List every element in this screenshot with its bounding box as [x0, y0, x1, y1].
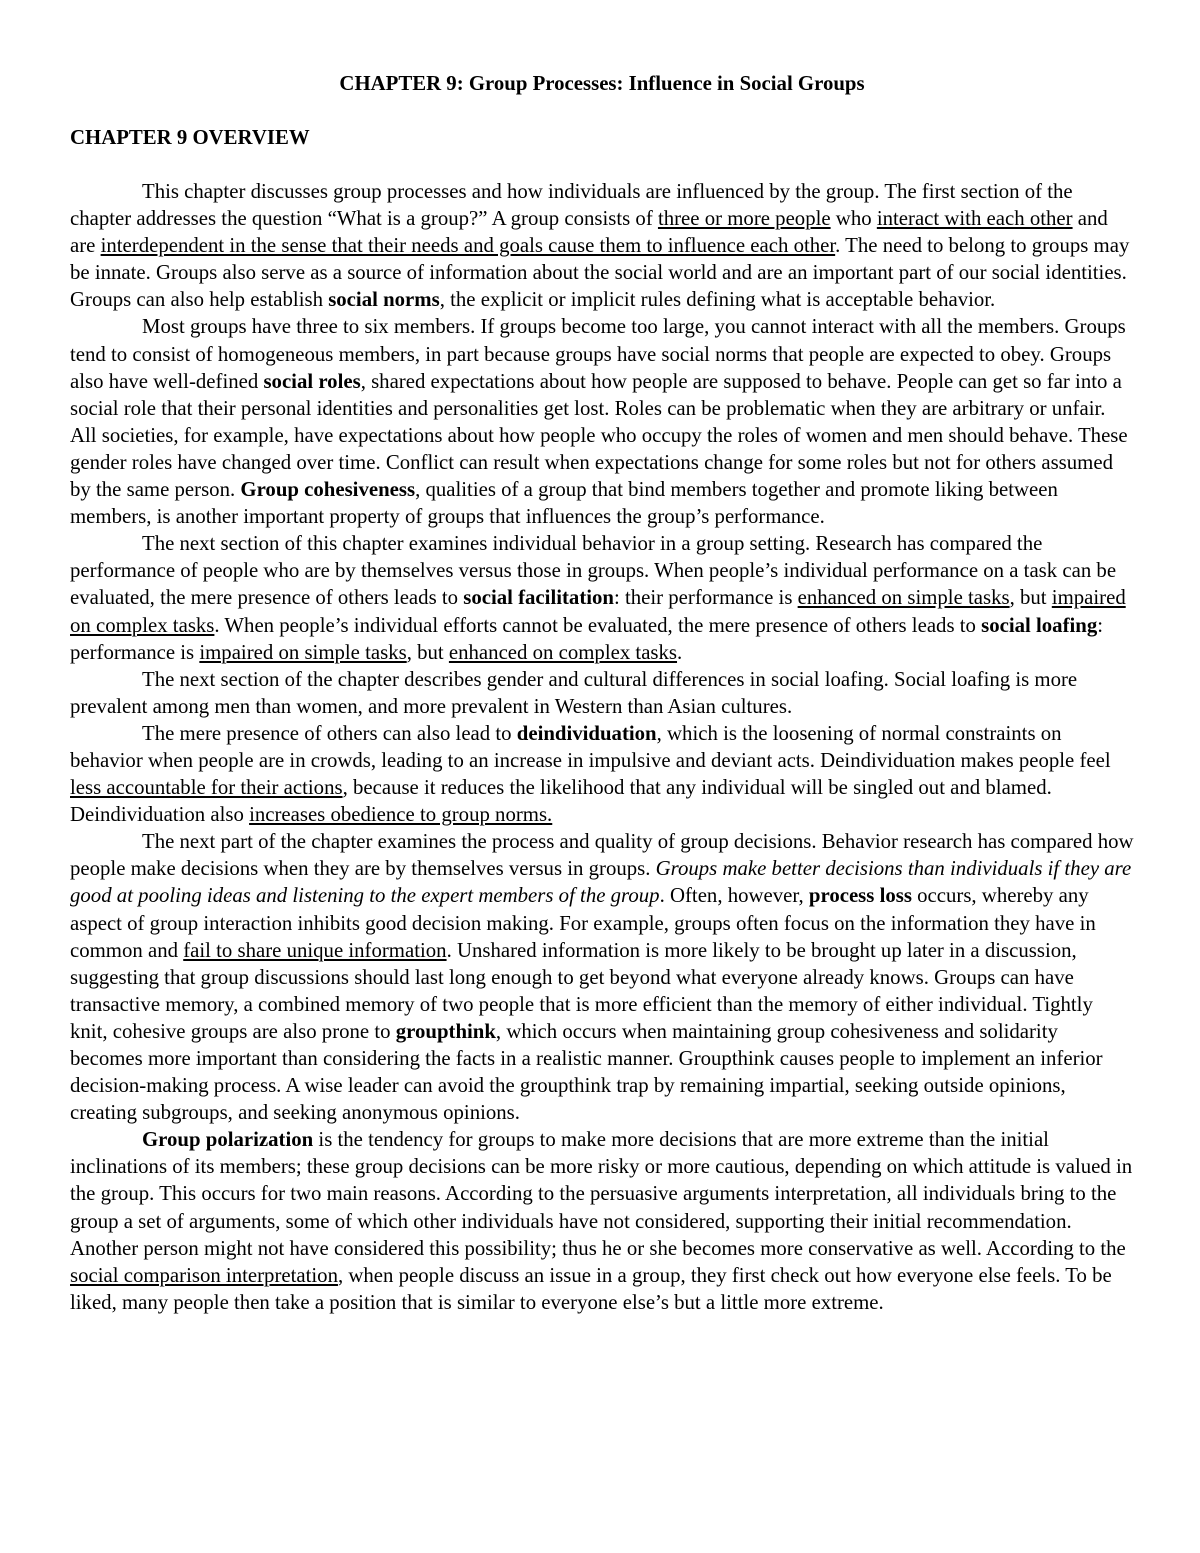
underlined-phrase: interact with each other — [876, 207, 1073, 231]
text-run: , the explicit or implicit rules defining what is acceptable behavior. — [439, 288, 996, 312]
underlined-phrase: three or more people — [657, 207, 831, 231]
underlined-phrase: less accountable for their actions — [70, 776, 343, 800]
paragraph-group-decisions — [70, 828, 1134, 1126]
underlined-phrase: social comparison interpretation — [70, 1263, 338, 1287]
text-run: : their performance is — [614, 586, 798, 610]
text-run: , which occurs when maintaining group cohesiveness and solidarity becomes more important than considering the facts in a realistic manner. Groupthink causes people to implement an inferior decision-making process. A wise leader can avoid the groupthink trap by remaining impartial, seeking outside opinions, creating subgroups, and seeking anonymous opinions. — [70, 1019, 1103, 1125]
underlined-phrase: enhanced on simple tasks — [797, 586, 1010, 610]
underlined-phrase: impaired on simple tasks — [199, 640, 407, 664]
text-run: The next section of the chapter describes gender and cultural differences in social loafing. Social loafing is more prevalent among men than women, and more prevalent in Western than Asian cultures. — [70, 667, 1078, 718]
key-term: social loafing — [981, 613, 1098, 637]
overview-heading: CHAPTER 9 OVERVIEW — [70, 126, 310, 149]
paragraph-gender-culture — [70, 666, 1134, 720]
key-term: social facilitation — [463, 586, 614, 610]
text-run: , qualities of a group that bind members together and promote liking between members, is another important property of groups that influences the group’s performance. — [70, 478, 1058, 529]
underlined-phrase: fail to share unique information — [183, 938, 447, 962]
text-run: : performance is — [70, 613, 1104, 664]
underlined-phrase: enhanced on complex tasks — [448, 640, 678, 664]
key-term: social roles — [263, 369, 361, 393]
text-run: . Unshared information is more likely to be brought up later in a discussion, suggesting that group discussions should last long enough to get beyond what everyone already knows. Groups can have transactive memory, a combined memory of two people that is more efficient than the memory of either individual. Tightly knit, cohesive groups are also prone to — [70, 938, 1093, 1043]
paragraph-deindividuation — [70, 720, 1134, 828]
key-term: groupthink — [395, 1019, 496, 1043]
key-term: deindividuation — [516, 721, 657, 745]
text-run: Most groups have three to six members. If groups become too large, you cannot interact with all the members. Groups tend to consist of homogeneous members, in part because groups have social norms that people are expected to obey. Groups also have well-defined — [70, 315, 1126, 393]
key-term: Group cohesiveness — [240, 478, 416, 502]
chapter-title: CHAPTER 9: Group Processes: Influence in Social Groups — [339, 72, 865, 95]
paragraph-social-roles — [70, 313, 1134, 530]
text-run: , shared expectations about how people are supposed to behave. People can get so far into a social role that their personal identities and personalities get lost. Roles can be problematic when they are arbitrary or unfair. All societies, for example, have expectations about how people who occupy the roles of women and men should behave. These gender roles have changed over time. Conflict can result when expectations change for some roles but not for others assumed by the same person. — [70, 369, 1128, 502]
underlined-phrase: increases obedience to group norms. — [249, 803, 553, 827]
underlined-phrase: interdependent in the sense that their needs and goals cause them to influence each other — [100, 234, 836, 258]
text-run: is the tendency for groups to make more decisions that are more extreme than the initial inclinations of its members; these group decisions can be more risky or more cautious, depending on which attitude is valued in the group. This occurs for two main reasons. According to the persuasive arguments interpretation, all individuals bring to the group a set of arguments, some of which other individuals have not considered, supporting their initial recommendation. Another person might not have considered this possibility; thus he or she becomes more conservative as well. According to the — [70, 1128, 1133, 1260]
text-run: , which is the loosening of normal constraints on behavior when people are in crowds, leading to an increase in impulsive and deviant acts. Deindividuation makes people feel — [70, 721, 1111, 772]
key-term: process loss — [808, 884, 912, 908]
paragraph-social-facilitation — [70, 530, 1134, 665]
underlined-phrase: impaired on complex tasks — [70, 586, 1126, 637]
key-term: Group polarization — [142, 1128, 314, 1152]
text-run: The next part of the chapter examines the process and quality of group decisions. Behavior research has compared how people make decisions when they are by themselves versus in groups. — [70, 830, 1134, 881]
text-run: . The need to belong to groups may be innate. Groups also serve as a source of information about the social world and are an important part of our social identities. Groups can also help establish — [70, 234, 1130, 312]
text-run: The mere presence of others can also lead to — [142, 721, 517, 745]
text-run: . Often, however, — [659, 884, 809, 908]
paragraph-group-definition — [70, 178, 1134, 313]
text-run: and are — [70, 207, 1108, 258]
text-run: , when people discuss an issue in a group, they first check out how everyone else feels. To be liked, many people then take a position that is similar to everyone else’s but a little more extreme. — [70, 1263, 1112, 1314]
document-page — [70, 70, 1134, 1316]
text-run: , but — [1009, 586, 1052, 610]
text-run: The next section of this chapter examines individual behavior in a group setting. Research has compared the performance of people who are by themselves versus those in groups. When people’s individual performance on a task can be evaluated, the mere presence of others leads to — [70, 532, 1117, 610]
text-run: , but — [406, 640, 449, 664]
italic-phrase: Groups make better decisions than individuals if they are good at pooling ideas and listening to the expert members of the group — [70, 857, 1132, 908]
paragraph-group-polarization — [70, 1126, 1134, 1316]
text-run: This chapter discusses group processes and how individuals are influenced by the group. The first section of the chapter addresses the question “What is a group?” A group consists of — [70, 180, 1073, 231]
text-run: , because it reduces the likelihood that any individual will be singled out and blamed. Deindividuation also — [70, 776, 1052, 827]
text-run: occurs, whereby any aspect of group interaction inhibits good decision making. For example, groups often focus on the information they have in common and — [70, 884, 1096, 962]
text-run: . When people’s individual efforts cannot be evaluated, the mere presence of others leads to — [214, 613, 982, 637]
text-run: . — [677, 640, 683, 664]
key-term: social norms — [328, 288, 440, 312]
text-run: who — [830, 207, 877, 231]
